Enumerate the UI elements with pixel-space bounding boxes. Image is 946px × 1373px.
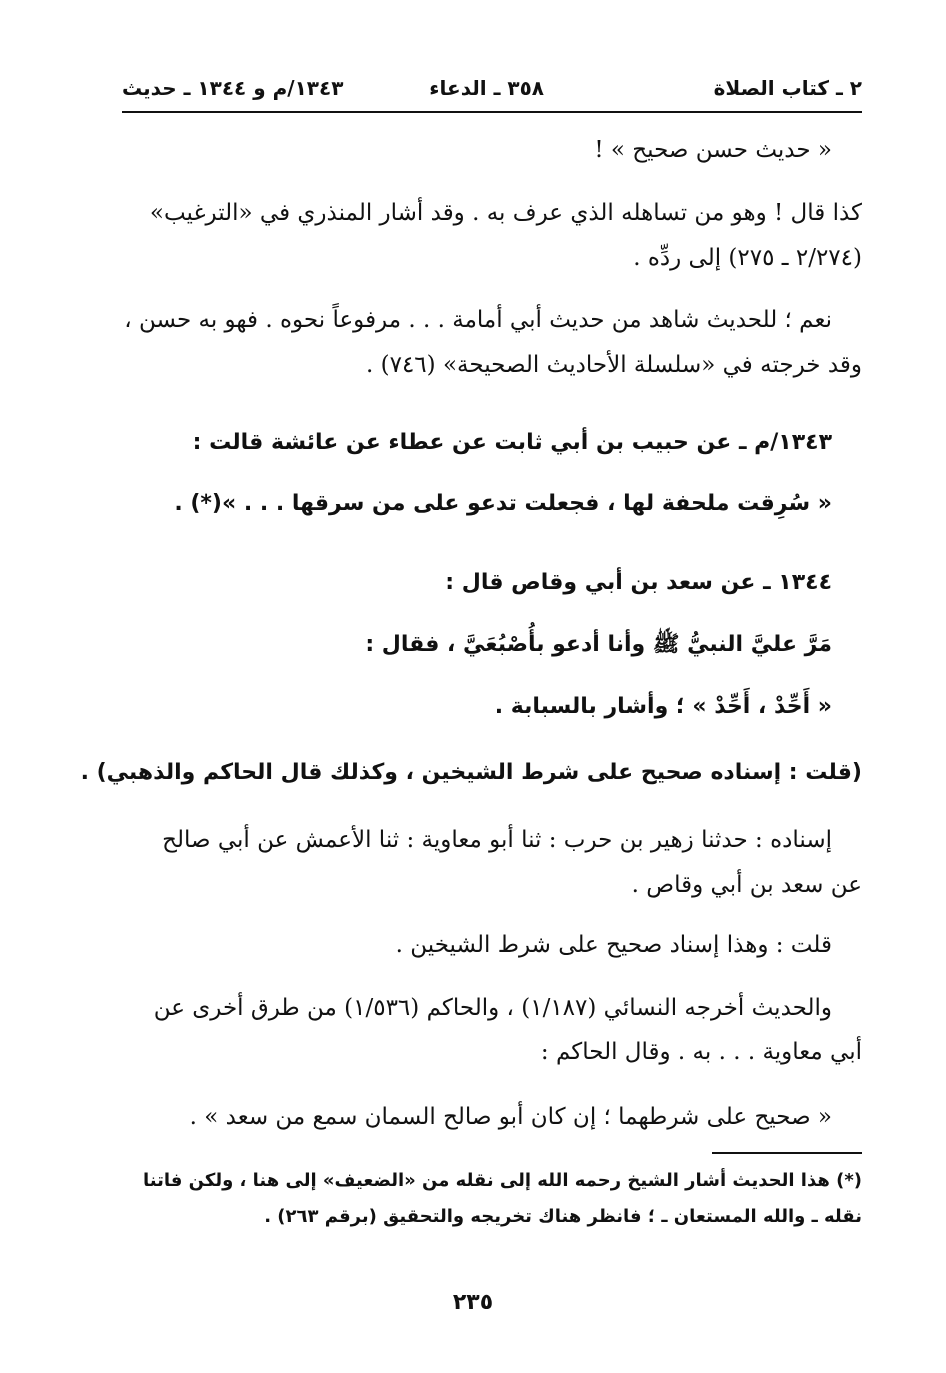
body-line-2: كذا قال ! وهو من تساهله الذي عرف به . وقد أشار المنذري في «الترغيب» bbox=[149, 200, 862, 226]
header-chapter: ٣٥٨ ـ الدعاء bbox=[429, 76, 544, 100]
body-line-17: « صحيح على شرطهما ؛ إن كان أبو صالح السمان سمع من سعد » . bbox=[189, 1104, 832, 1130]
hadith-1344-text-1: مَرَّ عليَّ النبيُّ ﷺ وأنا أدعو بأُصْبُعَيَّ ، فقال : bbox=[365, 632, 832, 657]
body-line-16: أبي معاوية . . . به . وقال الحاكم : bbox=[540, 1039, 862, 1065]
body-line-3: (٢/٢٧٤ ـ ٢٧٥) إلى ردِّه . bbox=[633, 245, 862, 271]
hadith-1344-text-2: « أَحِّدْ ، أَحِّدْ » ؛ وأشار بالسبابة . bbox=[494, 694, 832, 719]
body-line-1: « حديث حسن صحيح » ! bbox=[594, 137, 832, 163]
running-header bbox=[122, 72, 862, 108]
body-line-15: والحديث أخرجه النسائي (١/١٨٧) ، والحاكم (١/٥٣٦) من طرق أخرى عن bbox=[153, 995, 832, 1021]
footnote-line-1: (*) هذا الحديث أشار الشيخ رحمه الله إلى نقله من «الضعيف» إلى هنا ، ولكن فاتنا bbox=[142, 1170, 862, 1191]
header-hadith-range: ١٣٤٣/م و ١٣٤٤ ـ حديث bbox=[122, 76, 344, 100]
isnad-line-2: عن سعد بن أبي وقاص . bbox=[631, 872, 862, 898]
page-number: ٢٣٥ bbox=[452, 1290, 494, 1315]
body-line-4: نعم ؛ للحديث شاهد من حديث أبي أمامة . . . مرفوعاً نحوه . فهو به حسن ، bbox=[124, 307, 832, 333]
footnote-divider bbox=[712, 1152, 862, 1154]
hadith-1343-heading: ١٣٤٣/م ـ عن حبيب بن أبي ثابت عن عطاء عن عائشة قالت : bbox=[192, 430, 832, 455]
hadith-1344-heading: ١٣٤٤ ـ عن سعد بن أبي وقاص قال : bbox=[445, 570, 832, 595]
body-line-5: وقد خرجته في «سلسلة الأحاديث الصحيحة» (٧٤٦) . bbox=[365, 352, 862, 378]
author-note: (قلت : إسناده صحيح على شرط الشيخين ، وكذلك قال الحاكم والذهبي) . bbox=[80, 760, 862, 785]
header-book-title: ٢ ـ كتاب الصلاة bbox=[713, 76, 862, 100]
hadith-1343-text: « سُرِقت ملحفة لها ، فجعلت تدعو على من سرقها . . . »(*) . bbox=[174, 491, 832, 516]
body-line-14: قلت : وهذا إسناد صحيح على شرط الشيخين . bbox=[395, 932, 832, 958]
isnad-line-1: إسناده : حدثنا زهير بن حرب : ثنا أبو معاوية : ثنا الأعمش عن أبي صالح bbox=[162, 827, 832, 853]
header-divider bbox=[122, 111, 862, 113]
footnote-line-2: نقله ـ والله المستعان ـ ؛ فانظر هناك تخريجه والتحقيق (برقم ٢٦٣) . bbox=[264, 1206, 862, 1227]
